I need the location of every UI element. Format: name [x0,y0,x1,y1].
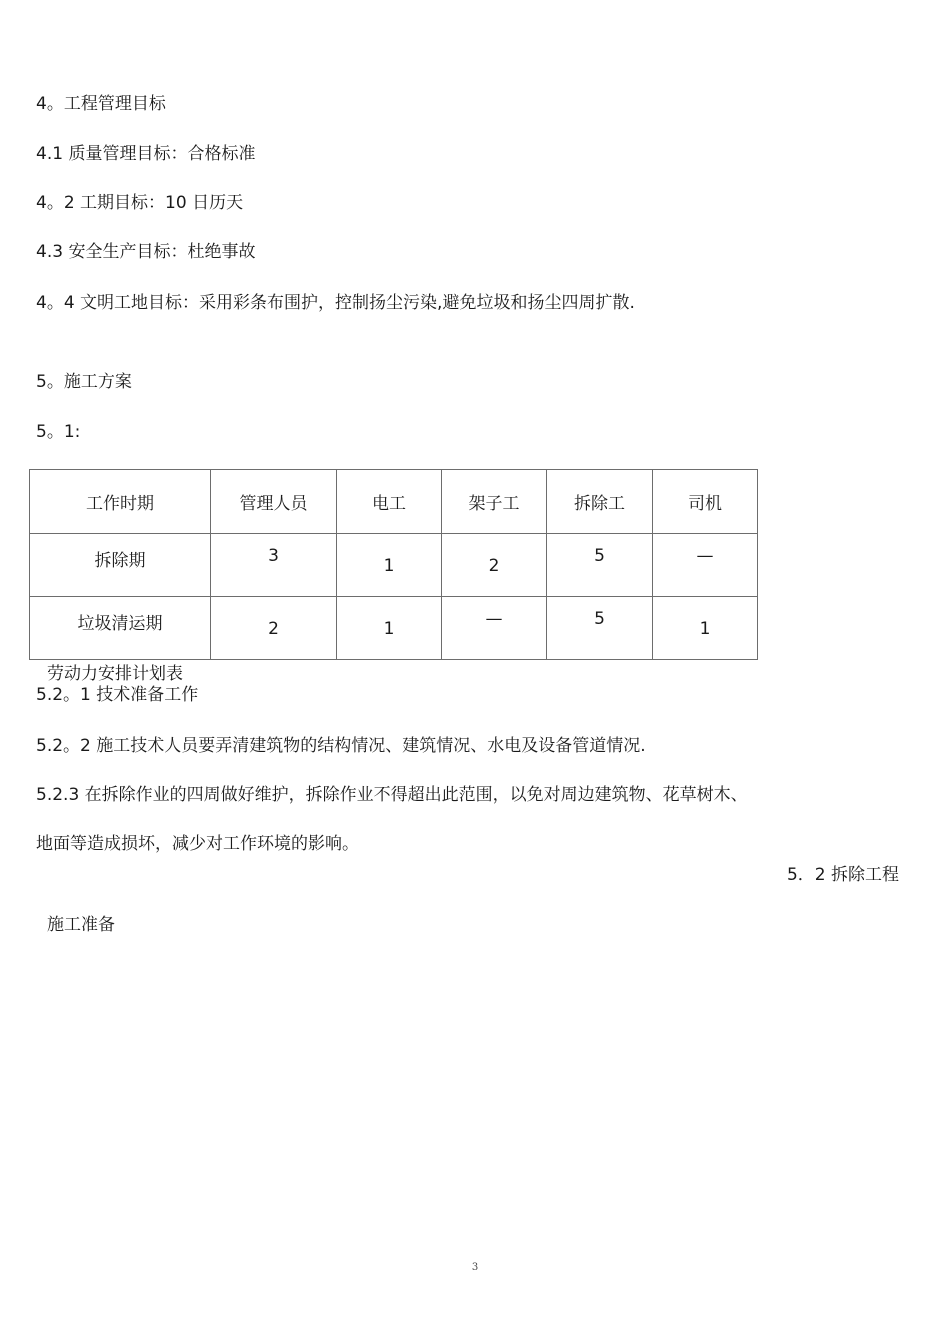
page-number: 3 [471,1262,479,1273]
header-cell: 电工 [337,470,442,534]
table-cell: 3 [211,534,337,597]
section-5-1-label: 5。1: [36,422,81,442]
construction-prep-heading: 施工准备 [47,915,115,935]
table-cell: 垃圾清运期 [30,597,211,660]
header-cell: 管理人员 [211,470,337,534]
table-cell: 2 [442,534,547,597]
section-4-title: 4。工程管理目标 [36,94,166,114]
labor-table [29,469,758,660]
civilized-site-target: 4。4 文明工地目标：采用彩条布围护，控制扬尘污染,避免垃圾和扬尘四周扩散. [36,293,635,313]
schedule-target: 4。2 工期目标：10 日历天 [36,193,244,213]
section-5-title: 5。施工方案 [36,372,132,392]
header-cell: 架子工 [442,470,547,534]
table-cell: 1 [337,597,442,660]
table-row [30,597,758,660]
quality-target: 4.1 质量管理目标：合格标准 [36,144,256,164]
table-cell: — [442,597,547,660]
table-cell: — [653,534,758,597]
table-cell: 拆除期 [30,534,211,597]
paragraph-5-2-3-continued: 地面等造成损坏，减少对工作环境的影响。 [36,834,359,854]
header-cell: 司机 [653,470,758,534]
paragraph-5-2-2: 5.2。2 施工技术人员要弄清建筑物的结构情况、建筑情况、水电及设备管道情况. [36,736,646,756]
paragraph-5-2-1: 5.2。1 技术准备工作 [36,685,199,705]
header-cell: 拆除工 [547,470,653,534]
table-header-row [30,470,758,534]
table-cell: 1 [337,534,442,597]
table-row [30,534,758,597]
table-cell: 1 [653,597,758,660]
table-cell: 2 [211,597,337,660]
table-cell: 5 [547,534,653,597]
demolition-heading: 5．2 拆除工程 [786,865,899,885]
header-cell: 工作时期 [30,470,211,534]
table-caption: 劳动力安排计划表 [47,664,183,684]
paragraph-5-2-3: 5.2.3 在拆除作业的四周做好维护，拆除作业不得超出此范围，以免对周边建筑物、花草树木、 [36,785,748,805]
safety-target: 4.3 安全生产目标：杜绝事故 [36,242,256,262]
table-cell: 5 [547,597,653,660]
